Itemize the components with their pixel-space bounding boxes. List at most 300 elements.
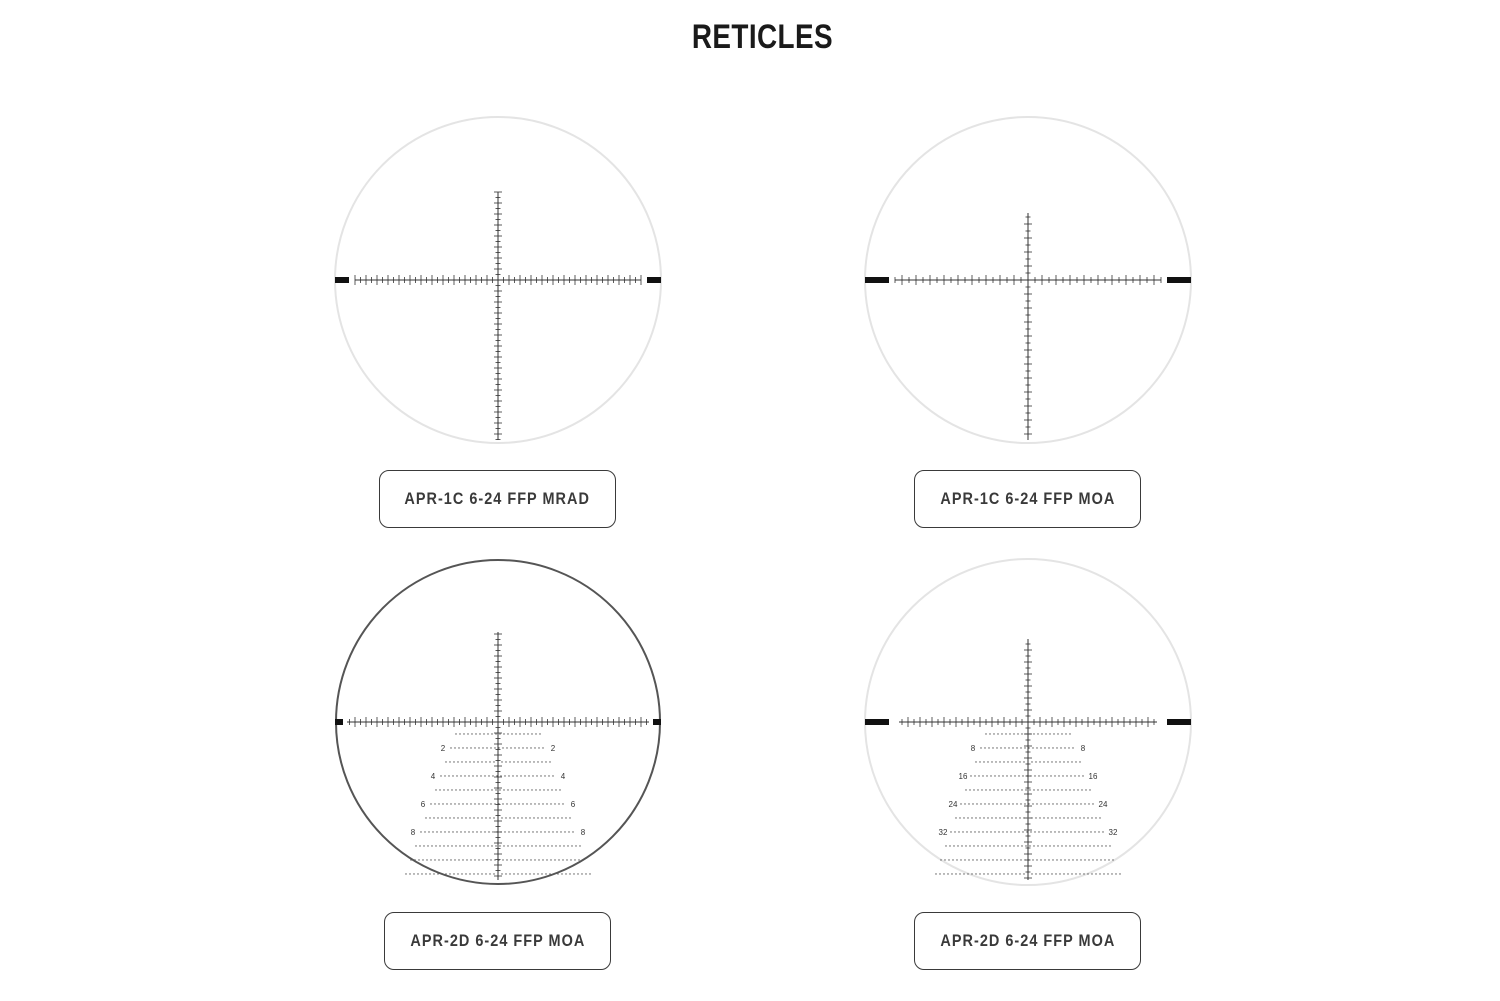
holdover-dot [454,803,455,804]
holdover-dot [500,775,501,776]
holdover-dot [493,817,494,818]
reticle-number: 32 [938,828,948,837]
holdover-dot [1058,831,1059,832]
holdover-dot [978,775,979,776]
holdover-dot [494,747,495,748]
holdover-dot [510,859,511,860]
holdover-dot [461,873,462,874]
holdover-dot [1076,803,1077,804]
holdover-dot [499,733,500,734]
holdover-dot [1033,733,1034,734]
holdover-dot [446,859,447,860]
holdover-dot [499,845,500,846]
holdover-dot [429,817,430,818]
holdover-dot [498,747,499,748]
holdover-dot [507,845,508,846]
holdover-dot [478,859,479,860]
holdover-dot [1002,775,1003,776]
holdover-dot [1119,873,1120,874]
holdover-dot [537,761,538,762]
holdover-dot [940,859,941,860]
holdover-dot [1004,803,1005,804]
holdover-dot [1031,817,1032,818]
holdover-dot [501,873,502,874]
holdover-dot [525,873,526,874]
holdover-dot [1000,859,1001,860]
holdover-dot [1061,845,1062,846]
holdover-dot [996,747,997,748]
holdover-dot [454,747,455,748]
holdover-dot [457,761,458,762]
holdover-dot [493,873,494,874]
holdover-dot [1014,775,1015,776]
holdover-dot [1019,761,1020,762]
holdover-dot [533,761,534,762]
holdover-dot [959,873,960,874]
reticle-button-apr-2d-a[interactable] [384,912,611,970]
holdover-dot [549,761,550,762]
holdover-dot [989,789,990,790]
holdover-dot [489,761,490,762]
holdover-dot [1054,775,1055,776]
holdover-dot [1000,747,1001,748]
holdover-dot [527,789,528,790]
holdover-dot [992,803,993,804]
holdover-dot [521,817,522,818]
holdover-dot [498,803,499,804]
holdover-dot [533,817,534,818]
holdover-dot [953,845,954,846]
holdover-dot [1074,775,1075,776]
holdover-dot [988,747,989,748]
holdover-dot [1102,831,1103,832]
holdover-dot [959,817,960,818]
holdover-dot [530,859,531,860]
holdover-dot [980,859,981,860]
holdover-dot [585,873,586,874]
holdover-dot [526,803,527,804]
holdover-dot [535,845,536,846]
holdover-dot [999,817,1000,818]
holdover-dot [523,733,524,734]
holdover-dot [1064,803,1065,804]
holdover-dot [1064,747,1065,748]
holdover-dot [1013,733,1014,734]
holdover-dot [1111,873,1112,874]
holdover-dot [528,831,529,832]
holdover-dot [534,747,535,748]
holdover-dot [1065,845,1066,846]
holdover-dot [481,761,482,762]
holdover-dot [448,831,449,832]
holdover-dot [957,845,958,846]
holdover-dot [490,747,491,748]
holdover-dot [1039,761,1040,762]
holdover-dot [979,761,980,762]
holdover-dot [494,803,495,804]
holdover-dot [987,761,988,762]
holdover-dot [464,775,465,776]
reticle-number: 2 [550,744,556,753]
holdover-dot [939,873,940,874]
holdover-dot [1052,747,1053,748]
holdover-dot [1007,761,1008,762]
holdover-dot [589,873,590,874]
holdover-dot [542,747,543,748]
holdover-dot [544,775,545,776]
holdover-dot [1103,873,1104,874]
holdover-dot [1061,789,1062,790]
holdover-dot [1063,873,1064,874]
holdover-dot [486,747,487,748]
holdover-dot [1082,775,1083,776]
holdover-dot [1050,831,1051,832]
holdover-dot [536,831,537,832]
holdover-dot [993,845,994,846]
holdover-dot [1041,733,1042,734]
holdover-dot [567,845,568,846]
holdover-dot [562,803,563,804]
holdover-dot [1027,873,1028,874]
holdover-dot [1012,803,1013,804]
holdover-dot [995,817,996,818]
holdover-dot [948,859,949,860]
holdover-dot [450,859,451,860]
holdover-dot [1022,831,1023,832]
reticle-button-apr-1c-moa[interactable] [914,470,1141,528]
holdover-dot [423,845,424,846]
holdover-dot [1095,817,1096,818]
holdover-dot [540,775,541,776]
holdover-dot [475,845,476,846]
holdover-dot [944,859,945,860]
holdover-dot [1036,747,1037,748]
holdover-dot [491,789,492,790]
holdover-dot [555,845,556,846]
holdover-dot [499,789,500,790]
holdover-dot [438,803,439,804]
reticle-number: 16 [1088,772,1098,781]
holdover-dot [1061,733,1062,734]
holdover-dot [971,817,972,818]
holdover-dot [1028,859,1029,860]
holdover-dot [1038,775,1039,776]
post-left [335,277,349,283]
holdover-dot [983,873,984,874]
holdover-dot [999,761,1000,762]
holdover-dot [582,859,583,860]
holdover-dot [539,733,540,734]
holdover-dot [435,789,436,790]
holdover-dot [511,845,512,846]
holdover-dot [489,817,490,818]
reticle-number: 6 [570,800,576,809]
holdover-dot [561,817,562,818]
holdover-dot [445,817,446,818]
holdover-dot [529,761,530,762]
holdover-dot [459,733,460,734]
holdover-dot [575,845,576,846]
holdover-dot [459,845,460,846]
holdover-dot [1079,817,1080,818]
holdover-dot [581,873,582,874]
holdover-dot [517,873,518,874]
holdover-dot [1077,789,1078,790]
holdover-dot [455,845,456,846]
holdover-dot [537,817,538,818]
holdover-dot [972,859,973,860]
holdover-dot [526,859,527,860]
holdover-dot [1009,733,1010,734]
holdover-dot [453,817,454,818]
holdover-dot [1003,817,1004,818]
holdover-dot [437,873,438,874]
holdover-dot [557,817,558,818]
holdover-dot [442,859,443,860]
holdover-dot [964,803,965,804]
holdover-dot [997,733,998,734]
holdover-dot [1029,733,1030,734]
holdover-dot [469,761,470,762]
holdover-dot [1045,789,1046,790]
holdover-dot [1066,775,1067,776]
holdover-dot [1057,789,1058,790]
holdover-dot [516,831,517,832]
holdover-dot [485,817,486,818]
holdover-dot [1088,859,1089,860]
holdover-dot [514,859,515,860]
holdover-dot [574,859,575,860]
holdover-dot [980,747,981,748]
holdover-dot [515,845,516,846]
holdover-dot [506,803,507,804]
holdover-dot [448,775,449,776]
holdover-dot [979,817,980,818]
holdover-dot [512,775,513,776]
holdover-dot [1090,831,1091,832]
holdover-dot [1007,873,1008,874]
post-right [653,719,661,725]
holdover-dot [554,859,555,860]
holdover-dot [1026,831,1027,832]
holdover-dot [502,859,503,860]
holdover-dot [518,803,519,804]
holdover-dot [558,859,559,860]
holdover-dot [1008,803,1009,804]
reticle-apr-2d-tree-b [863,557,1193,887]
holdover-dot [1048,859,1049,860]
holdover-dot [564,831,565,832]
holdover-dot [463,733,464,734]
holdover-dot [535,789,536,790]
holdover-dot [960,859,961,860]
holdover-dot [525,761,526,762]
holdover-dot [493,761,494,762]
holdover-dot [434,859,435,860]
holdover-dot [483,845,484,846]
holdover-dot [510,747,511,748]
holdover-dot [459,789,460,790]
holdover-dot [484,775,485,776]
holdover-dot [1011,761,1012,762]
holdover-dot [544,831,545,832]
holdover-dot [477,761,478,762]
holdover-dot [1068,747,1069,748]
holdover-dot [1019,817,1020,818]
reticle-number: 8 [1080,744,1086,753]
holdover-dot [517,817,518,818]
holdover-dot [513,761,514,762]
holdover-dot [481,873,482,874]
holdover-dot [1099,873,1100,874]
holdover-dot [1009,789,1010,790]
holdover-dot [1087,817,1088,818]
holdover-dot [1112,859,1113,860]
holdover-dot [519,845,520,846]
holdover-dot [437,817,438,818]
holdover-dot [1002,831,1003,832]
holdover-dot [955,817,956,818]
holdover-dot [430,803,431,804]
holdover-dot [498,859,499,860]
holdover-dot [497,761,498,762]
holdover-dot [434,803,435,804]
holdover-dot [1056,859,1057,860]
holdover-dot [502,747,503,748]
holdover-dot [969,845,970,846]
holdover-dot [1049,845,1050,846]
holdover-dot [1115,873,1116,874]
holdover-dot [1006,775,1007,776]
holdover-dot [483,733,484,734]
holdover-dot [456,831,457,832]
holdover-dot [982,775,983,776]
holdover-dot [469,817,470,818]
holdover-dot [479,733,480,734]
holdover-dot [1083,873,1084,874]
holdover-dot [997,845,998,846]
holdover-dot [1047,817,1048,818]
holdover-dot [471,845,472,846]
holdover-dot [990,831,991,832]
holdover-dot [572,831,573,832]
reticle-button-apr-1c-mrad[interactable] [379,470,616,528]
holdover-dot [1017,789,1018,790]
holdover-dot [1049,733,1050,734]
holdover-dot [1025,789,1026,790]
holdover-dot [1056,747,1057,748]
holdover-dot [965,845,966,846]
holdover-dot [501,817,502,818]
holdover-dot [447,789,448,790]
holdover-dot [529,873,530,874]
holdover-dot [1054,831,1055,832]
holdover-dot [1004,859,1005,860]
holdover-dot [482,747,483,748]
holdover-dot [1070,831,1071,832]
holdover-dot [509,761,510,762]
holdover-dot [478,803,479,804]
holdover-dot [998,775,999,776]
holdover-dot [1013,845,1014,846]
holdover-dot [552,775,553,776]
holdover-dot [992,859,993,860]
holdover-dot [1059,761,1060,762]
holdover-dot [1040,859,1041,860]
holdover-dot [1011,873,1012,874]
holdover-dot [505,817,506,818]
holdover-dot [989,845,990,846]
holdover-dot [548,831,549,832]
holdover-dot [1051,873,1052,874]
reticle-marks [865,213,1191,440]
holdover-dot [1036,803,1037,804]
holdover-dot [443,845,444,846]
holdover-dot [996,803,997,804]
holdover-dot [479,789,480,790]
holdover-dot [457,817,458,818]
holdover-dot [1021,845,1022,846]
holdover-dot [984,747,985,748]
holdover-dot [960,803,961,804]
holdover-dot [963,873,964,874]
holdover-dot [1033,789,1034,790]
reticle-number: 8 [410,828,416,837]
holdover-dot [560,831,561,832]
holdover-dot [1067,761,1068,762]
reticle-button-apr-2d-b[interactable] [914,912,1141,970]
reticle-button-label: APR-1C 6-24 FFP MOA [940,489,1115,508]
holdover-dot [1079,873,1080,874]
holdover-dot [1032,859,1033,860]
holdover-dot [971,873,972,874]
holdover-dot [509,817,510,818]
holdover-dot [1071,873,1072,874]
holdover-dot [440,775,441,776]
post-right [1167,719,1191,725]
holdover-dot [505,761,506,762]
holdover-dot [1084,803,1085,804]
holdover-dot [559,845,560,846]
holdover-dot [500,831,501,832]
holdover-dot [514,747,515,748]
holdover-dot [1045,845,1046,846]
holdover-dot [1068,803,1069,804]
holdover-dot [488,831,489,832]
holdover-dot [1075,817,1076,818]
holdover-dot [511,789,512,790]
holdover-dot [1040,747,1041,748]
holdover-dot [497,873,498,874]
holdover-dot [534,803,535,804]
holdover-dot [473,817,474,818]
holdover-dot [991,761,992,762]
holdover-dot [418,859,419,860]
holdover-dot [506,747,507,748]
holdover-dot [1041,789,1042,790]
holdover-dot [534,859,535,860]
holdover-dot [431,845,432,846]
holdover-dot [979,873,980,874]
holdover-dot [495,733,496,734]
holdover-dot [1059,873,1060,874]
holdover-dot [477,817,478,818]
holdover-dot [1018,831,1019,832]
holdover-dot [555,789,556,790]
holdover-dot [465,817,466,818]
holdover-dot [1095,873,1096,874]
holdover-dot [1001,789,1002,790]
